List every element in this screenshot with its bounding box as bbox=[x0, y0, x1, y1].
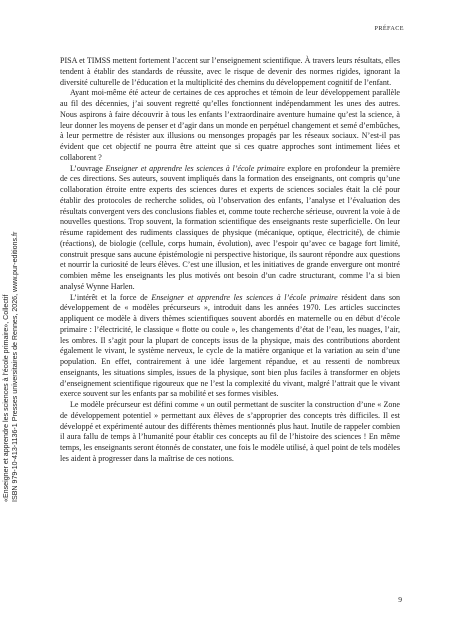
paragraph-3 bbox=[60, 164, 400, 293]
paragraph-2: Ayant moi-même été acteur de certaines de ces approches et témoin de leur développement parallèle au fil des décennies, j’ai souvent regretté qu’elles fonctionnent indépendamment les unes des autres. Nous aspirons à faire découvrir à tous les enfants l’extraordinaire aventure humaine qu’est la science, à leur donner les moyens de penser et d’agir dans un monde en perpétuel changement et semé d’embûches, à leur permettre de résister aux illusions ou mensonges propagés par les réseaux sociaux. N’est-il pas évident que cet objectif ne pourra être atteint que si ces quatre approches sont intimement liées et collaborent ? bbox=[60, 88, 400, 162]
paragraph-3-rest: explore en profondeur la première de ces directions. Ses auteurs, souvent impliqués dans la formation des enseignants, ont compris qu’une collaboration étroite entre experts des sciences dures et experts de sciences sociales était la clé pour établir des protocoles de recherche solides, où l’observation des enfants, l’analyse et l’évaluation des résultats convergent vers des conclusions fiables et, comme toute recherche sérieuse, ouvrent la voie à de nouvelles questions. Trop souvent, la formation scientifique des enseignants reste superficielle. On leur résume rapidement des rudiments classiques de physique (mécanique, optique, électricité), de chimie (réactions), de biologie (cellule, corps humain, évolution), avec l’espoir qu’avec ce bagage fort limité, construit presque sans aucune épistémologie ni perspective historique, ils sauront répondre aux questions et nourrir la curiosité de leurs élèves. C’est une illusion, et les initiatives de grande envergure ont montré combien même les enseignants les plus motivés ont besoin d’un cadre structurant, comme l’a si bien analysé Wynne Harlen. bbox=[60, 163, 400, 291]
paragraph-4 bbox=[60, 293, 400, 401]
book-title: Enseigner et apprendre les sciences à l’école primaire bbox=[151, 292, 338, 302]
paragraph-4-lead: L’intérêt et la force de bbox=[70, 292, 152, 302]
preface-body bbox=[60, 56, 400, 465]
book-title: Enseigner et apprendre les sciences à l’école primaire bbox=[105, 163, 285, 173]
side-note-line-1: «Enseigner et apprendre les sciences à l’école primaire», Collectif bbox=[2, 294, 10, 502]
page-number: 9 bbox=[398, 595, 402, 604]
paragraph-5: Le modèle précurseur est défini comme « un outil permettant de susciter la construction d’une « Zone de développement potentiel » permettant aux élèves de s’approprier des concepts très difficiles. Il est développé et expérimenté autour des différents thèmes mentionnés plus haut. Inutile de rappeler combien il aura fallu de temps à l’humanité pour établir ces concepts au fil de l’histoire des sciences ! En même temps, les enseignants seront étonnés de constater, une fois le modèle utilisé, à quel point de tels modèles les aident à progresser dans la maîtrise de ces notions. bbox=[60, 400, 400, 463]
paragraph-3-lead: L’ouvrage bbox=[70, 163, 106, 173]
paragraph-4-rest: résident dans son développement de « modèles précurseurs », introduit dans les années 1970. Les articles succinctes appliquent ce modèle à divers thèmes scientifiques souvent abordés en maternelle ou en début d’école primaire : l’électricité, le classique « flotte ou coule », les changements d’état de l’eau, les nuages, l’air, les ombres. Il s’agit pour la plupart de concepts issus de la physique, mais des contributions abordent également le vivant, le système nerveux, le cycle de la matière organique et la variation au sein d’une population. En effet, contrairement à une idée largement répandue, et au ressenti de nombreux enseignants, les situations simples, issues de la physique, sont bien plus faciles à transformer en objets d’enseignement scientifique rigoureux que ne l’est la complexité du vivant, malgré l’attrait que le vivant exerce souvent sur les enfants par sa mobilité et ses formes visibles. bbox=[60, 292, 400, 399]
paragraph-1: PISA et TIMSS mettent fortement l’accent sur l’enseignement scientifique. À travers leurs résultats, elles tendent à établir des standards de réussite, avec le risque de devenir des normes rigides, ignorant la diversité culturelle de l’éducation et la multiplicité des chemins du développement cognitif de l’enfant. bbox=[60, 56, 400, 87]
copyright-side-note bbox=[2, 152, 26, 502]
running-header: PRÉFACE bbox=[374, 25, 404, 32]
side-note-line-2: ISBN 979-10-413-1136-1 Presses universitaires de Rennes, 2026, www.pur-editions.fr bbox=[10, 231, 19, 502]
